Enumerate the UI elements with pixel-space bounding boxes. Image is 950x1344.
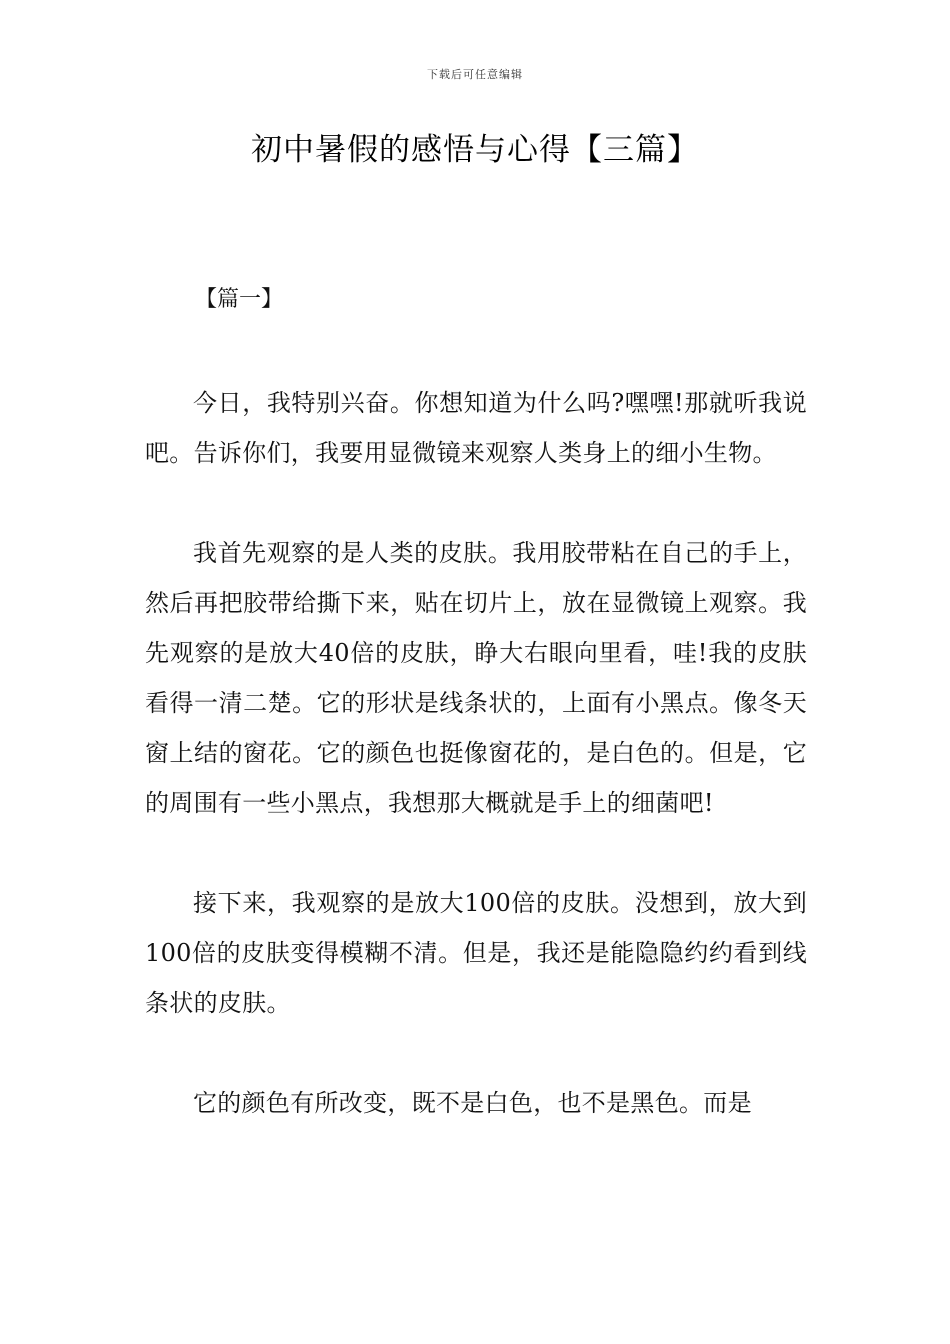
paragraph: 今日，我特别兴奋。你想知道为什么吗?嘿嘿!那就听我说吧。告诉你们，我要用显微镜来观察人类身上的细小生物。 [145, 389, 807, 467]
paragraph: 它的颜色有所改变，既不是白色，也不是黑色。而是 [193, 1089, 752, 1117]
paragraph: 接下来，我观察的是放大100倍的皮肤。没想到，放大到100倍的皮肤变得模糊不清。但是，我还是能隐隐约约看到线条状的皮肤。 [145, 889, 807, 1017]
section-label: 【篇一】 [195, 287, 284, 312]
page-header-note: 下载后可任意编辑 [427, 68, 523, 81]
paragraph: 我首先观察的是人类的皮肤。我用胶带粘在自己的手上，然后再把胶带给撕下来，贴在切片上，放在显微镜上观察。我先观察的是放大40倍的皮肤，睁大右眼向里看，哇!我的皮肤看得一清二楚。它的形状是线条状的，上面有小黑点。像冬天窗上结的窗花。它的颜色也挺像窗花的，是白色的。但是，它的周围有一些小黑点，我想那大概就是手上的细菌吧! [145, 539, 807, 817]
document-body [145, 378, 807, 1178]
document-title: 初中暑假的感悟与心得【三篇】 [251, 132, 699, 168]
